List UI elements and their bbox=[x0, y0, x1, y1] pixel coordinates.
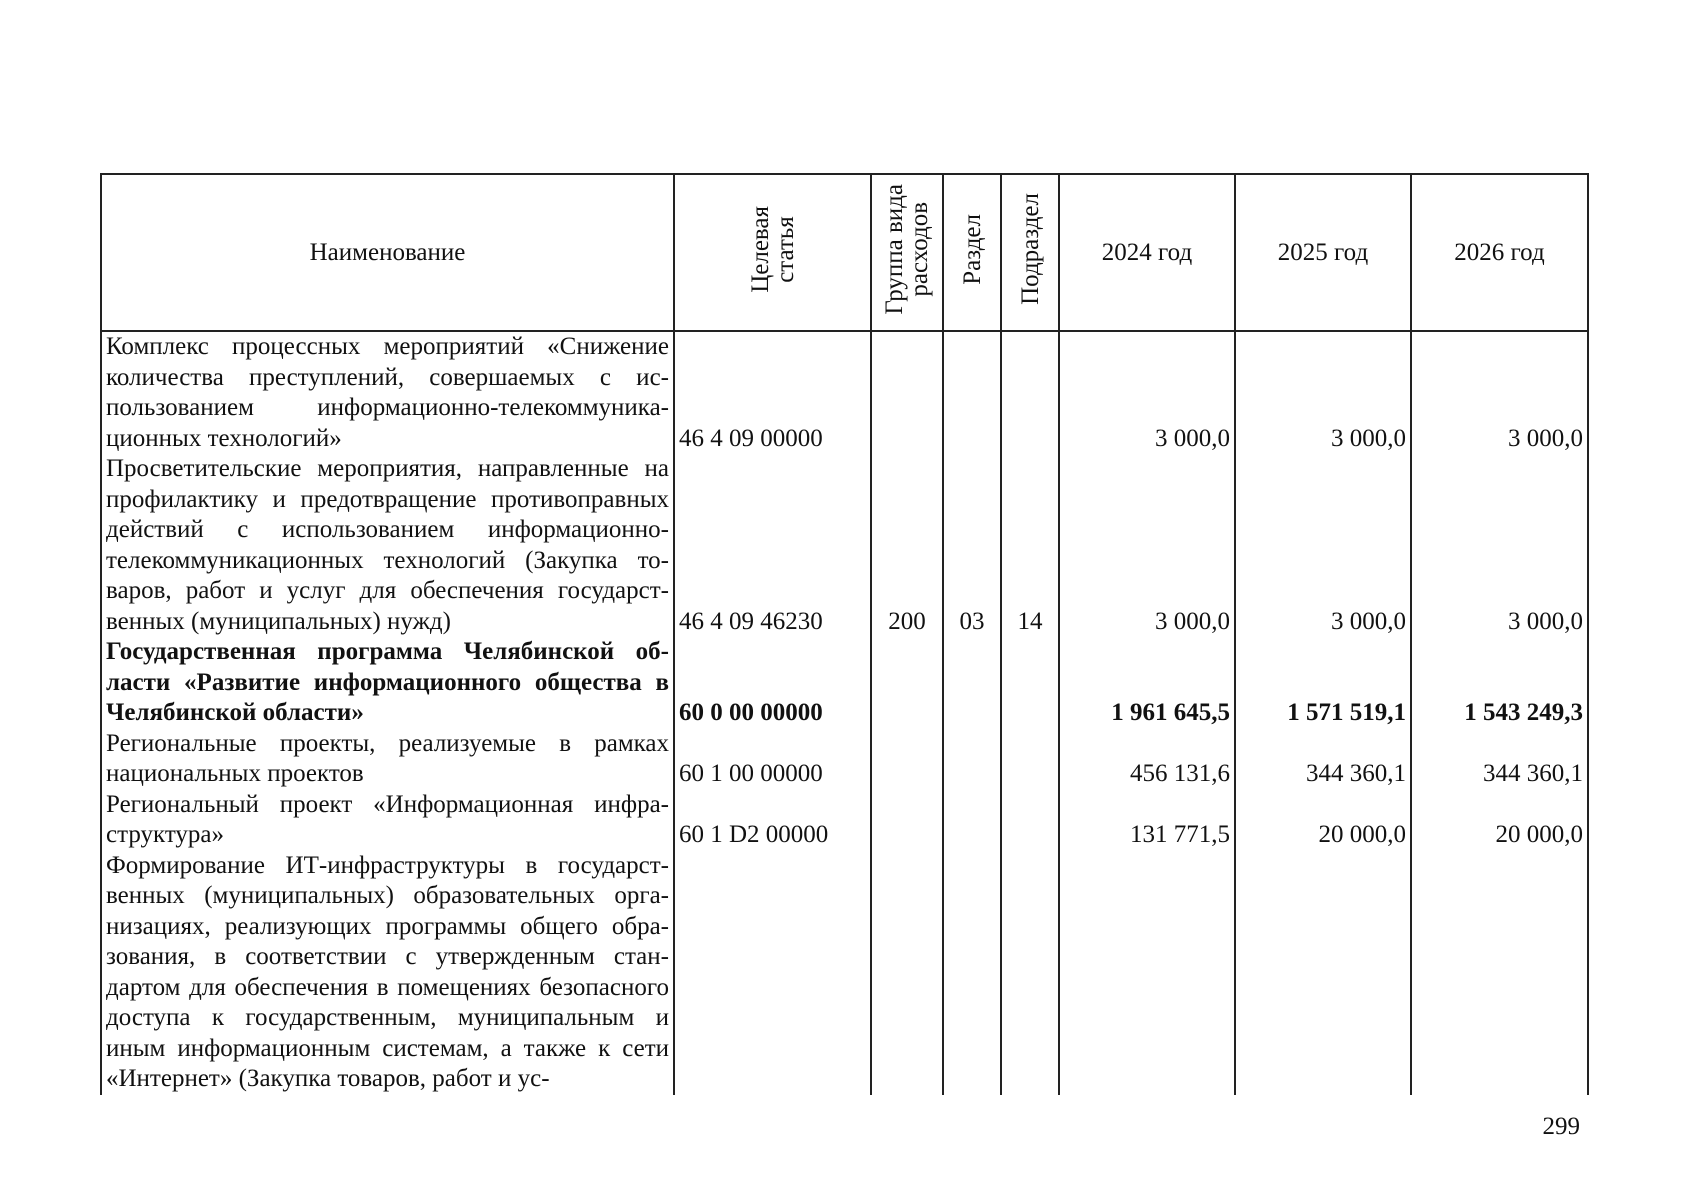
row-section bbox=[943, 331, 1001, 454]
row-2024 bbox=[1059, 851, 1235, 1095]
row-expense-group bbox=[871, 790, 943, 851]
row-expense-group bbox=[871, 637, 943, 729]
row-expense-group bbox=[871, 851, 943, 1095]
row-section bbox=[943, 851, 1001, 1095]
row-2024: 456 131,6 bbox=[1059, 729, 1235, 790]
row-2026: 20 000,0 bbox=[1411, 790, 1588, 851]
row-2024: 1 961 645,5 bbox=[1059, 637, 1235, 729]
row-section: 03 bbox=[943, 454, 1001, 637]
row-section bbox=[943, 790, 1001, 851]
row-name: Региональные проекты, реализуемые в рамках национальных проектов bbox=[101, 729, 674, 790]
row-name: Комплекс процессных мероприятий «Снижение количества преступлений, совершаемых с использованием информационно-телекоммуникационных технологий» bbox=[101, 331, 674, 454]
row-subsection bbox=[1001, 331, 1059, 454]
table-row bbox=[101, 454, 1588, 637]
row-subsection bbox=[1001, 851, 1059, 1095]
row-subsection bbox=[1001, 729, 1059, 790]
table-header-row bbox=[101, 174, 1588, 331]
row-expense-group bbox=[871, 729, 943, 790]
row-target-article bbox=[674, 851, 871, 1095]
row-2025: 3 000,0 bbox=[1235, 331, 1411, 454]
header-section: Раздел bbox=[943, 174, 1001, 331]
row-2026: 3 000,0 bbox=[1411, 331, 1588, 454]
header-year-2026: 2026 год bbox=[1411, 174, 1588, 331]
row-2025: 3 000,0 bbox=[1235, 454, 1411, 637]
table-row bbox=[101, 729, 1588, 790]
header-subsection: Подраздел bbox=[1001, 174, 1059, 331]
row-name: Государственная программа Челябинской области «Развитие информационного общества в Челябинской области» bbox=[101, 637, 674, 729]
row-section bbox=[943, 729, 1001, 790]
row-target-article: 46 4 09 00000 bbox=[674, 331, 871, 454]
header-name: Наименование bbox=[101, 174, 674, 331]
row-2026: 344 360,1 bbox=[1411, 729, 1588, 790]
row-target-article: 60 1 D2 00000 bbox=[674, 790, 871, 851]
row-2026: 1 543 249,3 bbox=[1411, 637, 1588, 729]
row-2024: 3 000,0 bbox=[1059, 331, 1235, 454]
page-number: 299 bbox=[1542, 1113, 1580, 1140]
row-2026 bbox=[1411, 851, 1588, 1095]
row-2024: 131 771,5 bbox=[1059, 790, 1235, 851]
row-subsection bbox=[1001, 637, 1059, 729]
row-target-article: 60 0 00 00000 bbox=[674, 637, 871, 729]
row-subsection bbox=[1001, 790, 1059, 851]
table-row bbox=[101, 851, 1588, 1095]
table-row bbox=[101, 637, 1588, 729]
header-year-2025: 2025 год bbox=[1235, 174, 1411, 331]
row-2025: 1 571 519,1 bbox=[1235, 637, 1411, 729]
row-expense-group bbox=[871, 331, 943, 454]
row-expense-group: 200 bbox=[871, 454, 943, 637]
header-year-2024: 2024 год bbox=[1059, 174, 1235, 331]
header-target-article: Целевая статья bbox=[674, 174, 871, 331]
table-row bbox=[101, 790, 1588, 851]
row-2025: 20 000,0 bbox=[1235, 790, 1411, 851]
row-2026: 3 000,0 bbox=[1411, 454, 1588, 637]
table-row bbox=[101, 331, 1588, 454]
row-subsection: 14 bbox=[1001, 454, 1059, 637]
row-2025: 344 360,1 bbox=[1235, 729, 1411, 790]
header-expense-group: Группа вида расходов bbox=[871, 174, 943, 331]
row-name: Просветительские мероприятия, направленные на профилактику и предотвращение противоправных действий с использованием информационно-телекоммуникационных технологий (Закупка товаров, работ и услуг для обеспечения государственных (муниципальных) нужд) bbox=[101, 454, 674, 637]
row-2025 bbox=[1235, 851, 1411, 1095]
row-2024: 3 000,0 bbox=[1059, 454, 1235, 637]
row-target-article: 60 1 00 00000 bbox=[674, 729, 871, 790]
budget-table bbox=[100, 173, 1589, 1095]
row-name: Региональный проект «Информационная инфраструктура» bbox=[101, 790, 674, 851]
row-section bbox=[943, 637, 1001, 729]
row-name: Формирование ИТ-инфраструктуры в государственных (муниципальных) образовательных организациях, реализующих программы общего образования, в соответствии с утвержденным стандартом для обеспечения в помещениях безопасного доступа к государственным, муниципальным и иным информационным системам, а также к сети «Интернет» (Закупка товаров, работ и ус- bbox=[101, 851, 674, 1095]
row-target-article: 46 4 09 46230 bbox=[674, 454, 871, 637]
